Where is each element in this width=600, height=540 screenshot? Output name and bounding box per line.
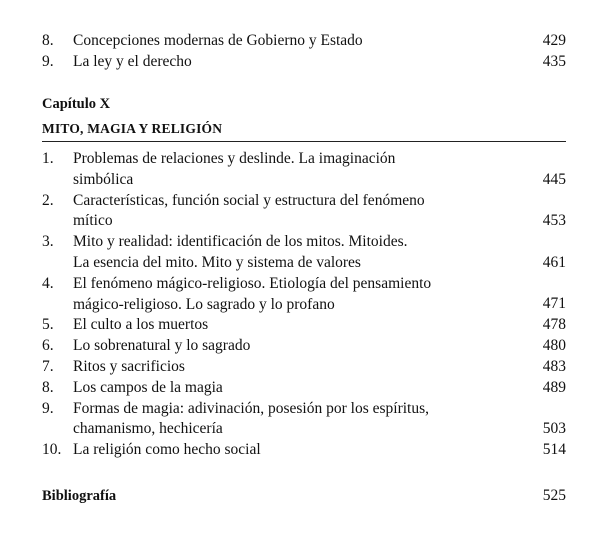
- entry-title-line: Características, función social y estructura del fenómeno: [73, 191, 425, 209]
- entry-number: 8.: [42, 378, 54, 396]
- entry-page-number: 478: [542, 316, 566, 334]
- entry-page-number: 483: [542, 357, 566, 375]
- entry-title-line: Problemas de relaciones y deslinde. La imaginación: [73, 150, 396, 167]
- entry-number: 9.: [42, 399, 54, 417]
- entry-title-line: Concepciones modernas de Gobierno y Estado: [73, 32, 363, 49]
- entry-number: 1.: [42, 150, 54, 167]
- entry-number: 8.: [42, 32, 54, 49]
- entry-page-number: 429: [542, 32, 566, 49]
- toc-entry: [42, 231, 566, 273]
- entry-number: 9.: [42, 53, 54, 70]
- chapter-rule: [42, 141, 566, 142]
- entry-page-number: 514: [542, 440, 566, 458]
- entry-page-number: 480: [542, 336, 566, 354]
- entry-title-line: La religión como hecho social: [73, 441, 261, 459]
- toc-entry: [42, 51, 566, 72]
- entry-page-number: 453: [542, 212, 566, 230]
- entry-number: 6.: [42, 337, 54, 355]
- toc-entry: [42, 439, 566, 460]
- entry-page-number: 461: [542, 253, 566, 271]
- toc-entry: [42, 190, 566, 232]
- entry-page-number: 445: [542, 170, 566, 188]
- toc-entry: [42, 273, 566, 315]
- bibliography-page: 525: [542, 487, 566, 504]
- entry-number: 2.: [42, 191, 54, 209]
- toc-entry: [42, 398, 566, 440]
- entry-page-number: 435: [542, 53, 566, 70]
- entry-page-number: 503: [542, 420, 566, 438]
- entry-title-line: mítico: [73, 212, 113, 230]
- entry-page-number: 471: [542, 295, 566, 313]
- toc-entry: [42, 377, 566, 398]
- entry-title-line: simbólica: [73, 170, 134, 188]
- toc-entry: [42, 314, 566, 335]
- chapter-title: MITO, MAGIA Y RELIGIÓN: [42, 121, 223, 136]
- entry-number: 5.: [42, 316, 54, 334]
- bibliography-label: Bibliografía: [42, 488, 117, 504]
- toc-entry: [42, 356, 566, 377]
- toc-entry: [42, 148, 566, 190]
- toc-entry: [42, 335, 566, 356]
- chapter-label: Capítulo X: [42, 96, 111, 112]
- entry-page-number: 489: [542, 378, 566, 396]
- entry-title-line: Ritos y sacrificios: [73, 358, 185, 375]
- entry-title-line: El fenómeno mágico-religioso. Etiología del pensamiento: [73, 274, 432, 292]
- entry-title-line: mágico-religioso. Lo sagrado y lo profano: [73, 295, 335, 313]
- entry-title-line: Formas de magia: adivinación, posesión por los espíritus,: [73, 399, 430, 417]
- entry-title-line: La esencia del mito. Mito y sistema de valores: [73, 253, 361, 271]
- entry-title-line: Los campos de la magia: [73, 378, 223, 396]
- entry-number: 4.: [42, 274, 54, 292]
- entry-title-line: Lo sobrenatural y lo sagrado: [73, 337, 251, 355]
- entry-number: 7.: [42, 358, 54, 375]
- entry-number: 3.: [42, 233, 54, 251]
- bibliography-entry: [42, 485, 566, 507]
- entry-number: 10.: [42, 441, 62, 459]
- toc-entry: [42, 30, 566, 51]
- entry-title-line: Mito y realidad: identificación de los mitos. Mitoides.: [73, 233, 408, 251]
- entry-title-line: El culto a los muertos: [73, 316, 209, 334]
- entry-title-line: chamanismo, hechicería: [73, 420, 223, 438]
- entry-title-line: La ley y el derecho: [73, 53, 192, 70]
